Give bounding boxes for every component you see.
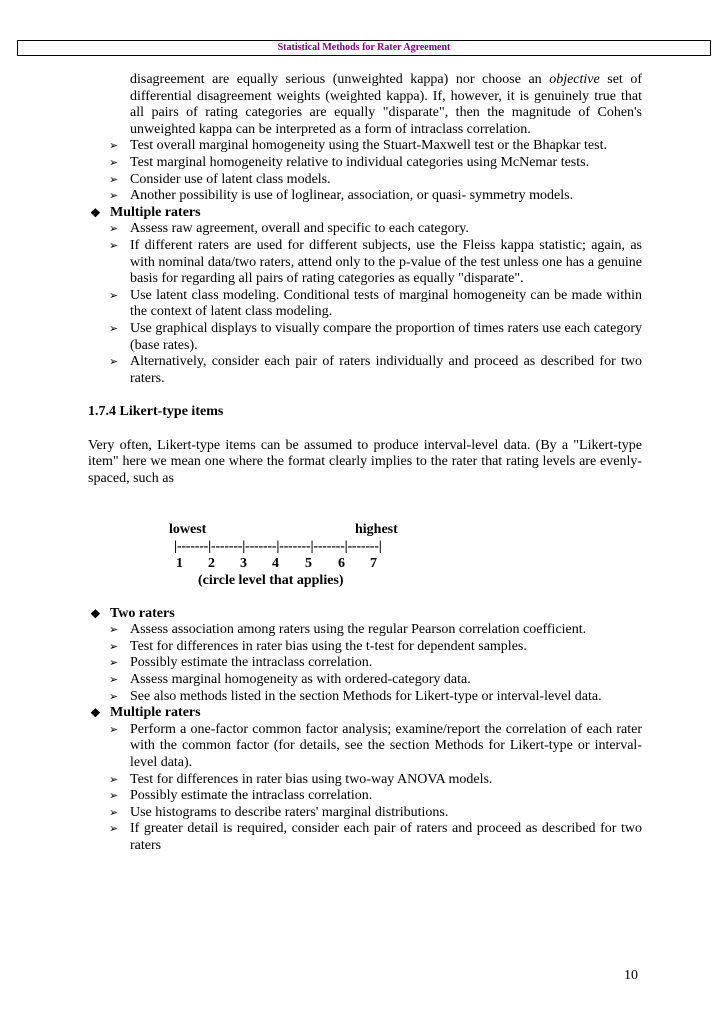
scale-number: 6 <box>338 555 345 571</box>
scale-numbers-row <box>88 555 642 572</box>
scale-instruction: (circle level that applies) <box>198 572 344 588</box>
multiple-raters-nominal-heading: ❖ Multiple raters <box>90 204 201 220</box>
diamond-bullet-icon: ❖ <box>90 706 101 721</box>
list-item: ➢ Consider use of latent class models. <box>109 171 331 187</box>
section-heading: 1.7.4 Likert-type items <box>88 404 224 420</box>
list-item: ➢ Test overall marginal homogeneity using the Stuart-Maxwell test or the Bhapkar test. <box>109 138 607 154</box>
scale-number: 5 <box>305 555 312 571</box>
list-item: ➢ Possibly estimate the intraclass correlation. <box>109 655 373 671</box>
arrowhead-bullet-icon: ➢ <box>109 239 119 252</box>
page-content <box>88 72 642 855</box>
arrowhead-bullet-icon: ➢ <box>109 640 119 653</box>
scale-number: 4 <box>272 555 279 571</box>
list-item: ➢ Assess association among raters using the regular Pearson correlation coefficient. <box>109 622 587 638</box>
scale-number: 2 <box>208 555 215 571</box>
list-item: ➢ Use latent class modeling. Conditional tests of marginal homogeneity can be made within the context of latent class modeling. <box>109 287 642 320</box>
scale-line: |-------|-------|-------|-------|-------|-------| <box>174 538 382 554</box>
arrowhead-bullet-icon: ➢ <box>109 356 119 369</box>
arrowhead-bullet-icon: ➢ <box>109 289 119 302</box>
scale-lowest-label: lowest <box>169 521 207 537</box>
arrowhead-bullet-icon: ➢ <box>109 140 119 153</box>
running-header <box>17 40 711 56</box>
list-item: ➢ If different raters are used for different subjects, use the Fleiss kappa statistic; again, as with nominal data/two raters, attend only to the p-value of the test unless one has a genuine basis for regarding all pairs of rating categories as equally "disparate". <box>109 237 642 287</box>
arrowhead-bullet-icon: ➢ <box>109 624 119 637</box>
list-item: ➢ Use histograms to describe raters' marginal distributions. <box>109 804 449 820</box>
header-title: Statistical Methods for Rater Agreement <box>277 42 451 53</box>
scale-instruction-row <box>88 572 642 589</box>
arrowhead-bullet-icon: ➢ <box>109 690 119 703</box>
arrowhead-bullet-icon: ➢ <box>109 657 119 670</box>
list-item: ➢ See also methods listed in the section Methods for Likert-type or interval-level data. <box>109 688 602 704</box>
list-item: ➢ Use graphical displays to visually compare the proportion of times raters use each category (base rates). <box>109 320 642 353</box>
page-number: 10 <box>624 968 638 983</box>
list-item: ➢ Test for differences in rater bias using the t-test for dependent samples. <box>109 638 527 654</box>
arrowhead-bullet-icon: ➢ <box>109 190 119 203</box>
arrowhead-bullet-icon: ➢ <box>109 674 119 687</box>
list-item: ➢ Possibly estimate the intraclass correlation. <box>109 788 373 804</box>
two-raters-nominal-list <box>88 138 642 204</box>
arrowhead-bullet-icon: ➢ <box>109 223 119 236</box>
likert-scale-example <box>88 521 642 589</box>
scale-number: 1 <box>176 555 183 571</box>
diamond-bullet-icon: ❖ <box>90 205 101 220</box>
list-item: ➢ Perform a one-factor common factor analysis; examine/report the correlation of each rater with the common factor (for details, see the section Methods for Likert-type or interval-level data). <box>109 721 642 770</box>
multiple-raters-likert-heading: ❖ Multiple raters <box>90 705 201 721</box>
list-item: ➢ Assess marginal homogeneity as with ordered-category data. <box>109 672 471 688</box>
scale-highest-label: highest <box>355 521 398 537</box>
two-raters-likert-list <box>88 622 642 705</box>
two-raters-likert-heading: ❖ Two raters <box>90 605 175 621</box>
intro-paragraph: Very often, Likert-type items can be assumed to produce interval-level data. (By a "Likert-type item" here we mean one where the format clearly implies to the rater that rating levels are evenly-spaced, such as <box>88 437 642 487</box>
arrowhead-bullet-icon: ➢ <box>109 773 119 786</box>
arrowhead-bullet-icon: ➢ <box>109 823 119 836</box>
scale-number: 7 <box>370 555 377 571</box>
list-item: ➢ Alternatively, consider each pair of raters individually and proceed as described for two raters. <box>109 354 642 386</box>
list-item: ➢ Test for differences in rater bias using two-way ANOVA models. <box>109 771 493 787</box>
list-item: ➢ Test marginal homogeneity relative to individual categories using McNemar tests. <box>109 154 590 170</box>
arrowhead-bullet-icon: ➢ <box>109 156 119 169</box>
scale-number: 3 <box>240 555 247 571</box>
arrowhead-bullet-icon: ➢ <box>109 790 119 803</box>
scale-anchor-row <box>88 521 642 538</box>
list-item: ➢ If greater detail is required, consider each pair of raters and proceed as described for two raters <box>109 821 642 853</box>
scale-line-row <box>88 538 642 555</box>
arrowhead-bullet-icon: ➢ <box>109 322 119 335</box>
diamond-bullet-icon: ❖ <box>90 606 101 621</box>
arrowhead-bullet-icon: ➢ <box>109 806 119 819</box>
arrowhead-bullet-icon: ➢ <box>109 723 119 736</box>
multiple-raters-nominal-list <box>88 221 642 387</box>
continued-bullet-text: disagreement are equally serious (unweighted kappa) nor choose an objective set of differential disagreement weights (weighted kappa). If, however, it is genuinely true that all pairs of rating categories are equally "disparate", then the magnitude of Cohen's unweighted kappa can be interpreted as a form of intraclass correlation. <box>130 72 642 137</box>
arrowhead-bullet-icon: ➢ <box>109 173 119 186</box>
multiple-raters-likert-list <box>88 722 642 855</box>
list-item: ➢ Another possibility is use of loglinear, association, or quasi- symmetry models. <box>109 188 574 204</box>
list-item: ➢ Assess raw agreement, overall and specific to each category. <box>109 221 469 237</box>
